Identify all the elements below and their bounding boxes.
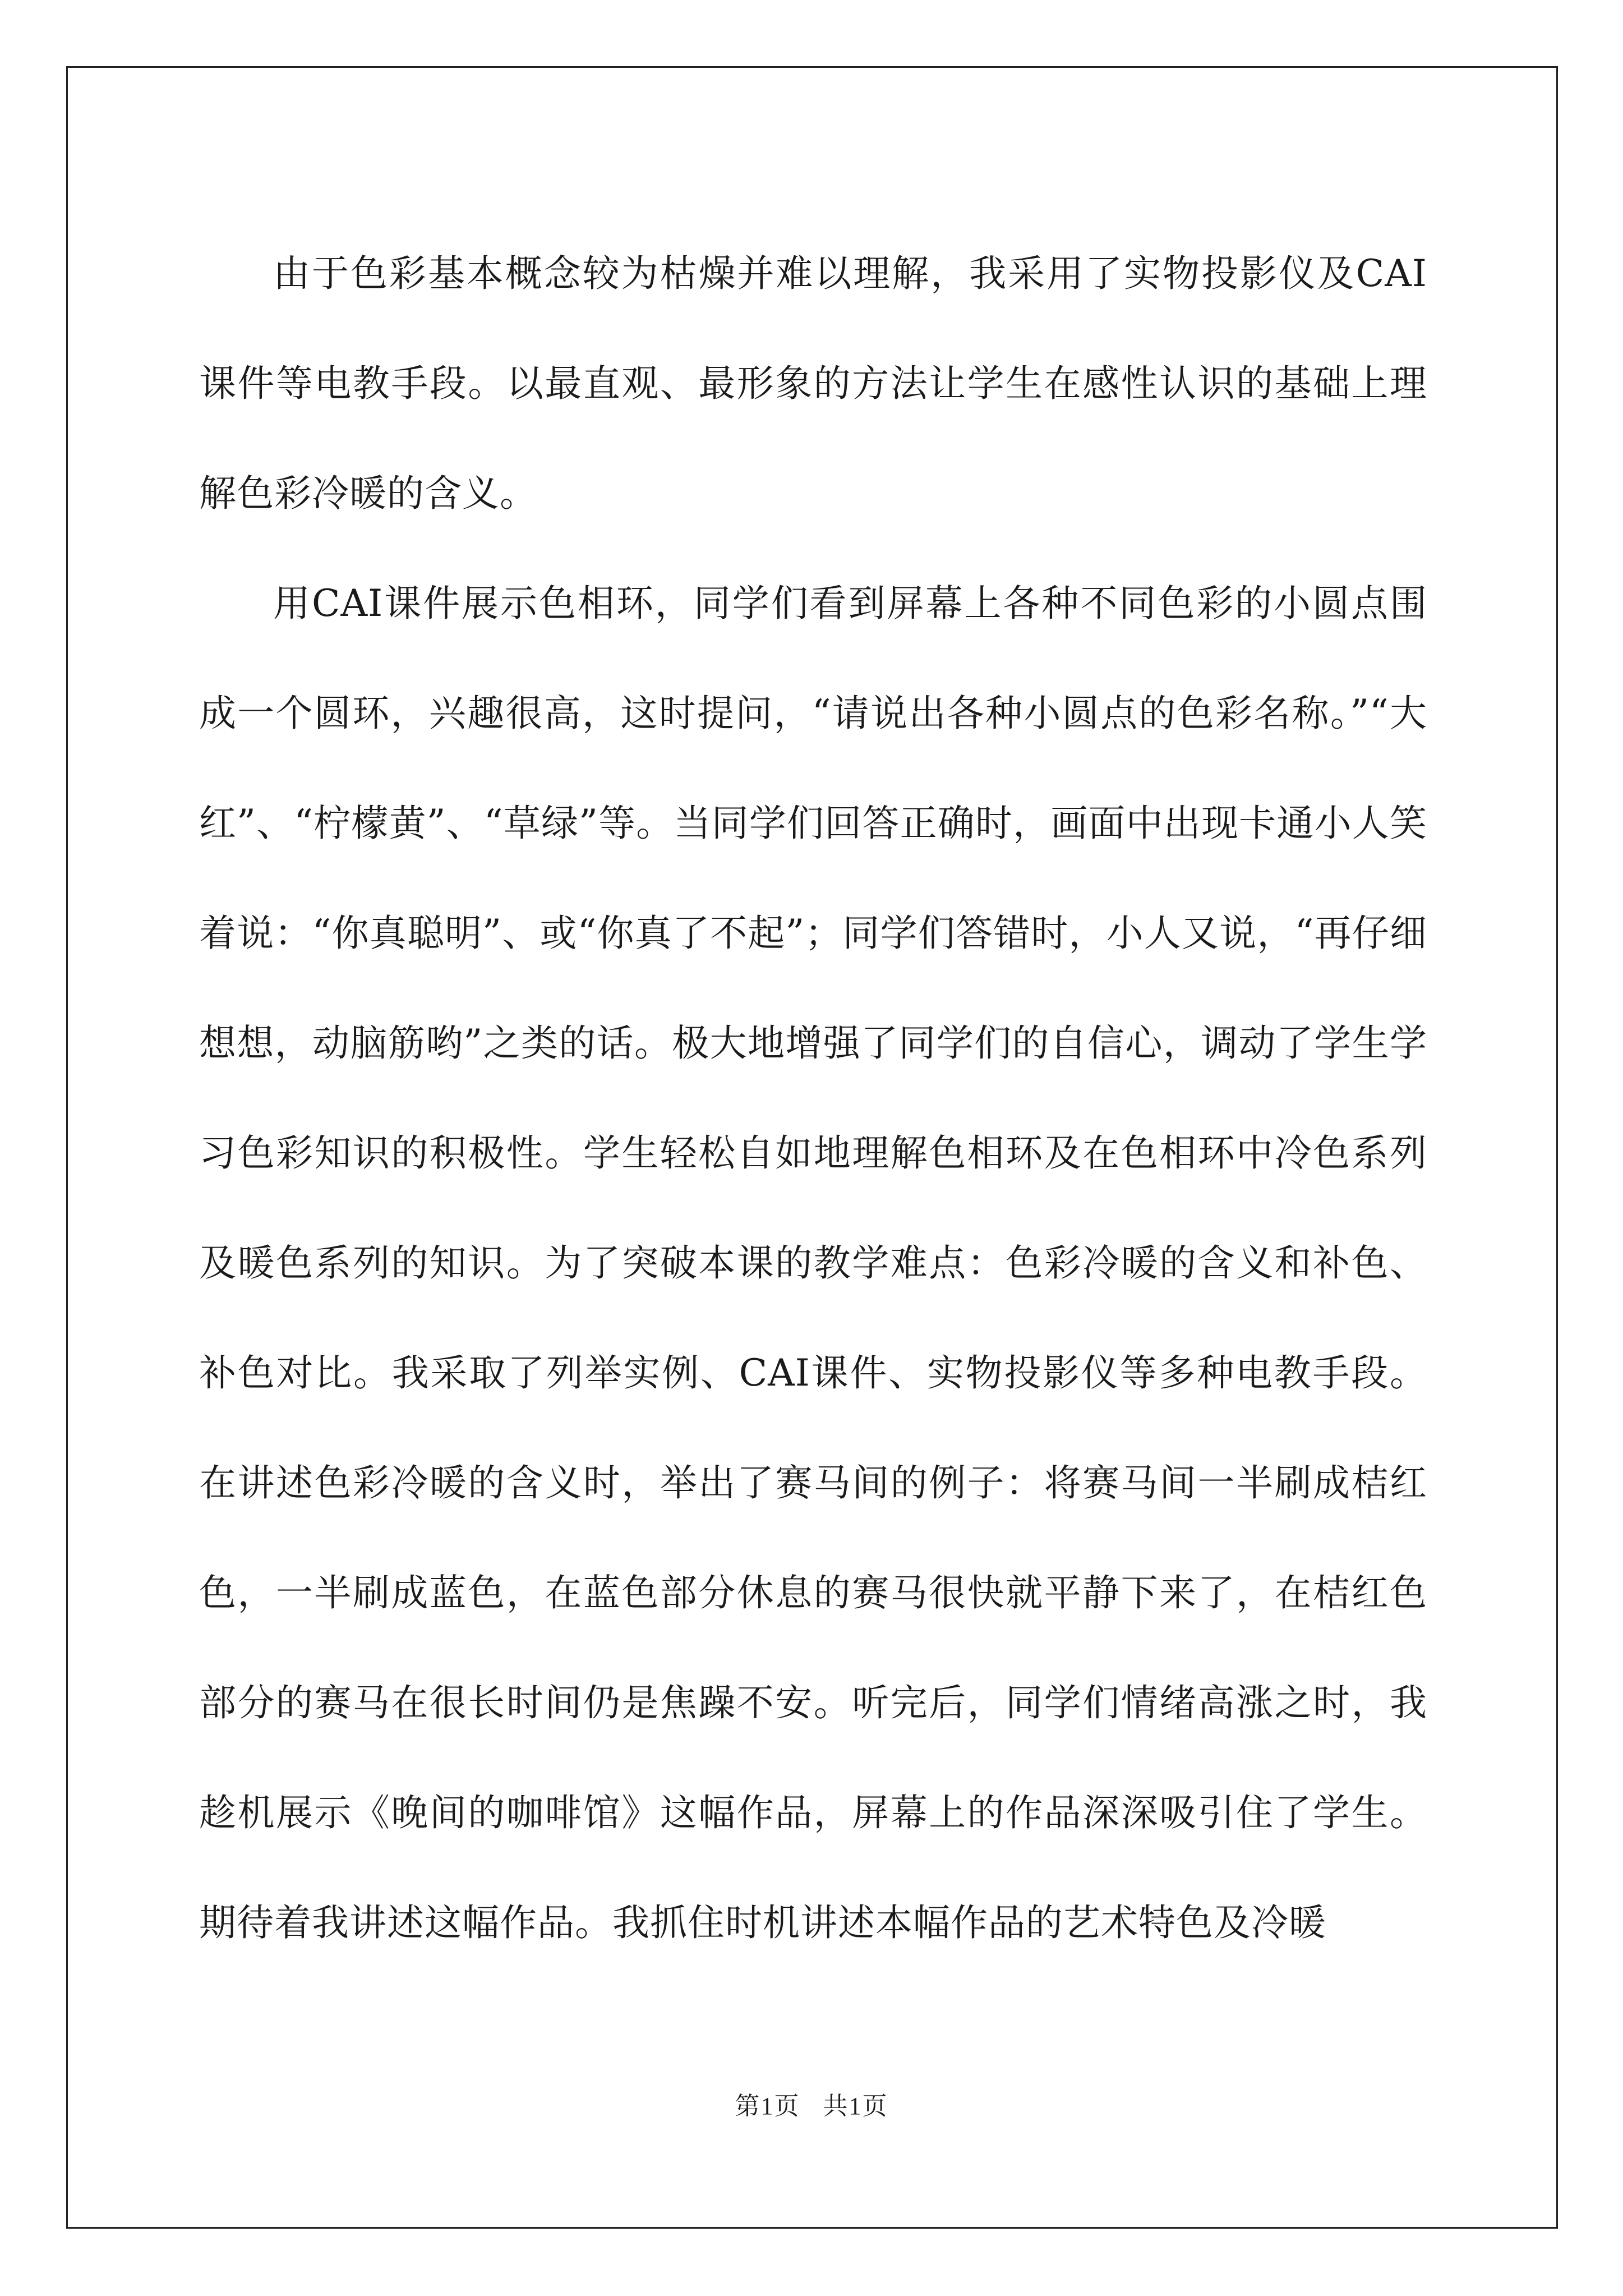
- page-footer: [0, 2086, 1623, 2122]
- document-body: [199, 219, 1427, 1978]
- paragraph-1: 由于色彩基本概念较为枯燥并难以理解，我采用了实物投影仪及CAI课件等电教手段。以最直观、最形象的方法让学生在感性认识的基础上理解色彩冷暖的含义。: [199, 252, 1427, 515]
- page-total: 共1页: [823, 2092, 888, 2120]
- page-number: 第1页: [735, 2092, 800, 2120]
- paragraph-2: 用CAI课件展示色相环，同学们看到屏幕上各种不同色彩的小圆点围成一个圆环，兴趣很高，这时提问，“请说出各种小圆点的色彩名称。”“大红”、“柠檬黄”、“草绿”等。当同学们回答正确时，画面中出现卡通小人笑着说：“你真聪明”、或“你真了不起”；同学们答错时，小人又说，“再仔细想想，动脑筋哟”之类的话。极大地增强了同学们的自信心，调动了学生学习色彩知识的积极性。学生轻松自如地理解色相环及在色相环中冷色系列及暖色系列的知识。为了突破本课的教学难点：色彩冷暖的含义和补色、补色对比。我采取了列举实例、CAI课件、实物投影仪等多种电教手段。在讲述色彩冷暖的含义时，举出了赛马间的例子：将赛马间一半刷成桔红色，一半刷成蓝色，在蓝色部分休息的赛马很快就平静下来了，在桔红色部分的赛马在很长时间仍是焦躁不安。听完后，同学们情绪高涨之时，我趁机展示《晚间的咖啡馆》这幅作品，屏幕上的作品深深吸引住了学生。期待着我讲述这幅作品。我抓住时机讲述本幅作品的艺术特色及冷暖: [199, 582, 1427, 1944]
